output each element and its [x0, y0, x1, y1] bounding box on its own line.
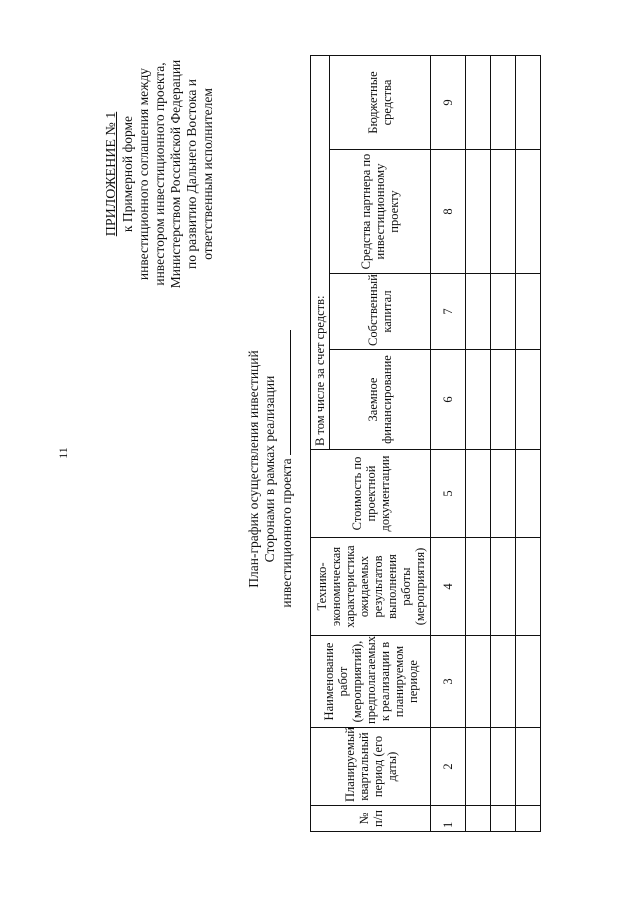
empty-cell[interactable]: [491, 728, 516, 806]
column-number: 2: [431, 728, 466, 806]
col-number-header: № п/п: [311, 806, 431, 832]
col-cost-header: Стоимость по проектной документации: [311, 450, 431, 538]
column-number: 1: [431, 806, 466, 832]
empty-cell[interactable]: [491, 636, 516, 728]
empty-cell[interactable]: [491, 806, 516, 832]
empty-cell[interactable]: [491, 450, 516, 538]
col-budget-header: Бюджетные средства: [330, 55, 431, 149]
plan-title: [246, 299, 295, 639]
column-number: 6: [431, 350, 466, 450]
empty-cell[interactable]: [466, 350, 491, 450]
empty-cell[interactable]: [466, 636, 491, 728]
empty-data-row: [491, 55, 516, 831]
appendix-line: к Примерной форме: [120, 115, 135, 233]
appendix-line: инвестиционного соглашения между: [136, 67, 151, 281]
appendix-line: по развитию Дальнего Востока и: [184, 79, 199, 269]
column-number: 5: [431, 450, 466, 538]
empty-data-row: [466, 55, 491, 831]
appendix-line: ответственным исполнителем: [200, 88, 215, 260]
plan-title-line: [278, 299, 295, 639]
col-loan-header: Заемное финансирование: [330, 350, 431, 450]
column-number: 4: [431, 538, 466, 636]
appendix-line: инвестором инвестиционного проекта,: [152, 62, 167, 286]
empty-cell[interactable]: [466, 55, 491, 149]
column-number: 9: [431, 55, 466, 149]
column-number: 3: [431, 636, 466, 728]
plan-title-line: План-график осуществления инвестиций: [246, 350, 261, 588]
project-name-blank: [278, 330, 291, 455]
appendix-line: Министерством Российской Федерации: [168, 59, 183, 289]
empty-cell[interactable]: [466, 728, 491, 806]
appendix-heading: ПРИЛОЖЕНИЕ № 1: [104, 111, 119, 237]
empty-cell[interactable]: [516, 350, 541, 450]
col-equity-header: Собственный капитал: [330, 274, 431, 350]
empty-cell[interactable]: [516, 538, 541, 636]
empty-cell[interactable]: [516, 728, 541, 806]
empty-cell[interactable]: [516, 150, 541, 274]
page-number: 11: [56, 447, 70, 459]
empty-cell[interactable]: [491, 55, 516, 149]
investment-schedule-table: [310, 55, 541, 832]
empty-cell[interactable]: [516, 806, 541, 832]
header-row: [311, 55, 330, 831]
col-period-header: Планируемый квартальный период (его даты): [311, 728, 431, 806]
col-partner-header: Средства партнера по инвестиционному проекту: [330, 150, 431, 274]
empty-cell[interactable]: [466, 806, 491, 832]
landscape-sheet: [96, 44, 636, 844]
column-number: 7: [431, 274, 466, 350]
empty-cell[interactable]: [516, 274, 541, 350]
empty-cell[interactable]: [516, 55, 541, 149]
col-works-header: Наименование работ (мероприятий), предполагаемых к реализации в планируемом периоде: [311, 636, 431, 728]
empty-cell[interactable]: [466, 450, 491, 538]
col-characteristics-header: Технико-экономическая характеристика ожидаемых результатов выполнения работы (мероприятия): [311, 538, 431, 636]
empty-cell[interactable]: [491, 274, 516, 350]
empty-data-row: [516, 55, 541, 831]
column-number: 8: [431, 150, 466, 274]
empty-cell[interactable]: [491, 538, 516, 636]
empty-cell[interactable]: [516, 636, 541, 728]
empty-cell[interactable]: [466, 274, 491, 350]
plan-title-text: инвестиционного проекта: [279, 458, 294, 608]
empty-cell[interactable]: [466, 150, 491, 274]
funding-group-header: В том числе за счет средств:: [311, 55, 330, 449]
plan-title-line: Сторонами в рамках реализации: [262, 375, 277, 563]
empty-cell[interactable]: [466, 538, 491, 636]
empty-cell[interactable]: [491, 350, 516, 450]
appendix-header: [104, 44, 216, 304]
empty-cell[interactable]: [491, 150, 516, 274]
column-numbers-row: [431, 55, 466, 831]
empty-cell[interactable]: [516, 450, 541, 538]
